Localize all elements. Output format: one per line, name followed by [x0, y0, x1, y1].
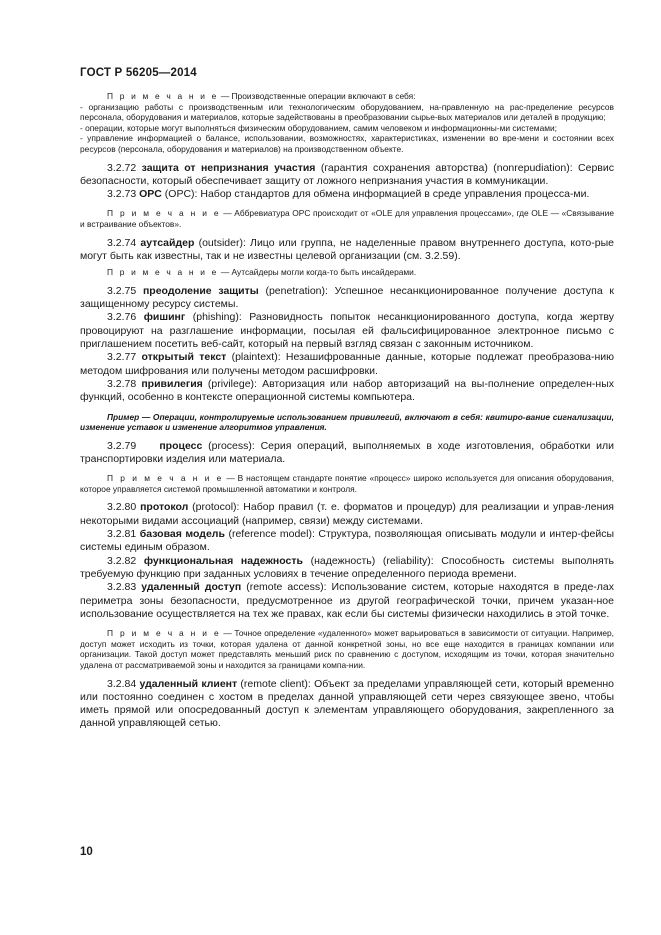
- document-header: ГОСТ Р 56205—2014: [80, 67, 197, 79]
- term-number: 3.2.82: [107, 554, 137, 567]
- term-definition: (process): Серия операций, выполняемых в ходе изготовления, обработки или транспортировки изделия или материала.: [80, 439, 615, 465]
- note-opc: [80, 208, 614, 229]
- term-name: протокол: [140, 501, 189, 514]
- term-name: удаленный доступ: [141, 581, 242, 594]
- example-privileges: Пример — Операции, контролируемые использованием привилегий, включают в себя: квитиро-вание сигнализации, изменение уставок и изменение алгоритмов управления.: [80, 411, 614, 433]
- note-list-item: - организацию работы с производственным или технологическим оборудованием, на-правленную на рас-пределение ресурсов персонала, оборудования и материалов, которые задействованы в преобразовании сырье-вых материалов или деталей в продукцию;: [80, 101, 614, 123]
- term-name: аутсайдер: [140, 236, 195, 249]
- term-3-2-76: [80, 311, 614, 351]
- term-number: 3.2.81: [107, 528, 137, 541]
- term-3-2-75: [80, 285, 614, 312]
- note-label: П р и м е ч а н и е: [107, 473, 224, 484]
- note-label: П р и м е ч а н и е: [107, 628, 221, 639]
- note-list-item: - операции, которые могут выполняться физическим оборудованием, самим человеком и информационны-ми системами;: [80, 122, 557, 133]
- term-definition: (reference model): Структура, позволяющая описывать модули и интер-фейсы системы единым образом.: [80, 528, 615, 554]
- term-3-2-79: [80, 440, 614, 467]
- note-text: — Аутсайдеры могли когда-то быть инсайдерами.: [218, 267, 417, 278]
- term-definition: (penetration): Успешное несанкционированное получение доступа к защищенному ресурсу системы.: [80, 284, 614, 311]
- term-3-2-80: [80, 501, 614, 528]
- term-number: 3.2.80: [107, 501, 137, 514]
- document-body: [80, 91, 614, 731]
- term-3-2-78: [80, 378, 614, 405]
- term-definition: (plaintext): Незашифрованные данные, которые подлежат преобразова-нию методом шифрования или получены методом расшифровки.: [80, 351, 614, 377]
- note-text: — В настоящем стандарте понятие «процесс» широко используется для описания оборудования, которое управляется системой промышленной автоматики и контроля.: [80, 473, 614, 494]
- note-text: — Аббревиатура OPC происходит от «OLE для управления процессами», где OLE — «Связывание и встраивание объектов».: [80, 208, 614, 230]
- term-definition: (phishing): Разновидность попыток несанкционированного доступа, когда жертву провоцируют на разглашение информации, посылая ей фальсифицированное электронное письмо с приглашением посетить веб-сайт, который на первый взгляд связан с законным источником.: [80, 311, 615, 351]
- term-definition: (protocol): Набор правил (т. е. форматов и процедур) для реализации и управ-ления некоторыми видами ассоциаций (например, связи) между системами.: [80, 501, 614, 527]
- note-outsider: [80, 267, 614, 278]
- note-production-operations: [80, 91, 614, 102]
- term-3-2-73: [80, 188, 614, 201]
- term-definition: (remote access): Использование систем, которые находятся в преде-лах периметра зоны безопасности, предусмотренное из другой географической точки, причем указан-ное использование осуществляется на тех же правах, как если бы системы физически находились в этой точке.: [80, 581, 614, 620]
- note-label: П р и м е ч а н и е: [107, 91, 219, 101]
- term-number: 3.2.83: [107, 581, 137, 594]
- term-name: базовая модель: [139, 528, 225, 541]
- term-number: 3.2.77: [107, 351, 137, 364]
- term-name: функциональная надежность: [143, 554, 303, 567]
- note-text: — Точное определение «удаленного» может варьироваться в зависимости от ситуации. Например, доступ может исходить из точки, которая удалена от данной конкретной зоны, но все еще находится в границах компании или организации. Такой доступ может представлять меньший риск по сравнению с доступом, исходящим из точки, которая значительно удалена от рассматриваемой зоны и находится за границами компа-нии.: [80, 628, 615, 670]
- term-definition: (OPC): Набор стандартов для обмена информацией в среде управления процесса-ми.: [161, 188, 590, 201]
- term-number: 3.2.74: [107, 236, 137, 249]
- term-3-2-72: [80, 162, 614, 189]
- term-number: 3.2.73: [107, 188, 137, 201]
- term-3-2-83: [80, 581, 614, 621]
- term-definition: (privilege): Авторизация или набор авторизаций на вы-полнение определен-ных функций, особенно в контексте операционной системы компьютера.: [80, 377, 614, 404]
- term-number: 3.2.78: [107, 377, 137, 390]
- term-number: 3.2.84: [107, 677, 137, 690]
- term-3-2-81: [80, 528, 614, 555]
- term-3-2-77: [80, 351, 614, 378]
- term-3-2-82: [80, 555, 614, 582]
- term-name: OPC: [139, 188, 162, 201]
- term-definition: (гарантия сохранения авторства) (nonrepudiation): Сервис безопасности, который обеспечивает защиту от ложного непризнания участия в коммуникации.: [80, 161, 614, 187]
- term-name: удаленный клиент: [139, 677, 238, 690]
- term-3-2-74: [80, 237, 614, 264]
- page-number: 10: [80, 846, 93, 858]
- note-remote: [80, 628, 614, 670]
- term-3-2-84: [80, 678, 614, 731]
- note-list-item: - управление информацией о балансе, использовании, возможностях, характеристиках, изменении во вре-мени и состоянии всех ресурсов (персонала, оборудования и материалов) на производственном объекте.: [80, 133, 614, 154]
- term-name: фишинг: [143, 311, 186, 324]
- term-definition: (outsider): Лицо или группа, не наделенные правом внутреннего доступа, кото-рые могут быть как известны, так и не известны целевой организации (см. 3.2.59).: [80, 236, 614, 262]
- note-label: П р и м е ч а н и е: [107, 208, 221, 219]
- note-label: П р и м е ч а н и е: [107, 267, 219, 278]
- term-number: 3.2.72: [107, 161, 137, 174]
- note-process: [80, 473, 614, 494]
- note-text: — Производственные операции включают в себя:: [218, 91, 416, 101]
- term-name: открытый текст: [141, 351, 227, 364]
- term-number: 3.2.79: [107, 439, 137, 452]
- term-name: защита от непризнания участия: [141, 161, 316, 174]
- term-number: 3.2.76: [107, 311, 137, 324]
- term-definition: (remote client): Объект за пределами управляющей сети, который временно или постоянно соединен с хостом в пределах данной управляющей сети через связующее звено, чтобы иметь прямой или опосредованный доступ к элементам управляющего оборудования, закрепленного за данной управляющей сетью.: [80, 677, 614, 730]
- term-name: привилегия: [141, 377, 203, 390]
- term-definition: (надежность) (reliability): Способность системы выполнять требуемую функцию при заданных условиях в течение определенного периода времени.: [80, 554, 615, 580]
- term-name: преодоление защиты: [142, 284, 259, 297]
- term-name: процесс: [159, 439, 203, 452]
- term-number: 3.2.75: [107, 284, 137, 297]
